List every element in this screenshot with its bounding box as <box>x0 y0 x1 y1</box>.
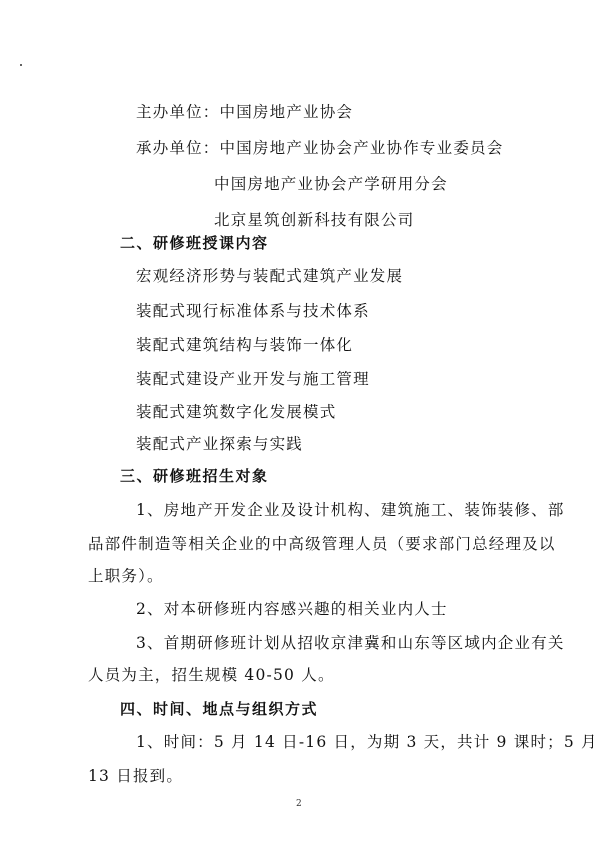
course-item-6: 装配式产业探索与实践 <box>136 435 304 453</box>
undertake-label: 承办单位： <box>136 139 220 157</box>
page-number: 2 <box>296 799 302 809</box>
course-item-5: 装配式建筑数字化发展模式 <box>136 403 337 421</box>
schedule-line-1: 1、时间：5 月 14 日-16 日，为期 3 天，共计 9 课时；5 月 <box>136 733 598 751</box>
undertaker-3: 北京星筑创新科技有限公司 <box>214 211 415 229</box>
audience-1-line-1: 1、房地产开发企业及设计机构、建筑施工、装饰装修、部 <box>136 501 565 519</box>
host-name: 中国房地产业协会 <box>219 103 354 121</box>
audience-1-line-2: 品部件制造等相关企业的中高级管理人员（要求部门总经理及以 <box>88 535 556 553</box>
undertaker-1: 中国房地产业协会产业协作专业委员会 <box>219 139 504 157</box>
audience-1-line-3: 上职务）。 <box>88 567 164 585</box>
section-4-heading: 四、时间、地点与组织方式 <box>120 700 319 718</box>
schedule-line-2: 13 日报到。 <box>88 767 184 785</box>
course-item-1: 宏观经济形势与装配式建筑产业发展 <box>136 267 404 285</box>
course-item-2: 装配式现行标准体系与技术体系 <box>136 302 370 320</box>
scan-speck <box>20 64 22 66</box>
undertaker-2: 中国房地产业协会产学研用分会 <box>214 175 448 193</box>
audience-2: 2、对本研修班内容感兴趣的相关业内人士 <box>136 600 448 618</box>
audience-3-line-1: 3、首期研修班计划从招收京津冀和山东等区域内企业有关 <box>136 634 565 652</box>
course-item-3: 装配式建筑结构与装饰一体化 <box>136 336 354 354</box>
section-3-heading: 三、研修班招生对象 <box>120 467 269 485</box>
undertake-line <box>136 137 503 159</box>
section-2-heading: 二、研修班授课内容 <box>120 234 269 252</box>
host-label: 主办单位： <box>136 103 220 121</box>
host-line <box>136 101 353 123</box>
audience-3-line-2: 人员为主，招生规模 40-50 人。 <box>88 666 335 684</box>
course-item-4: 装配式建设产业开发与施工管理 <box>136 370 370 388</box>
